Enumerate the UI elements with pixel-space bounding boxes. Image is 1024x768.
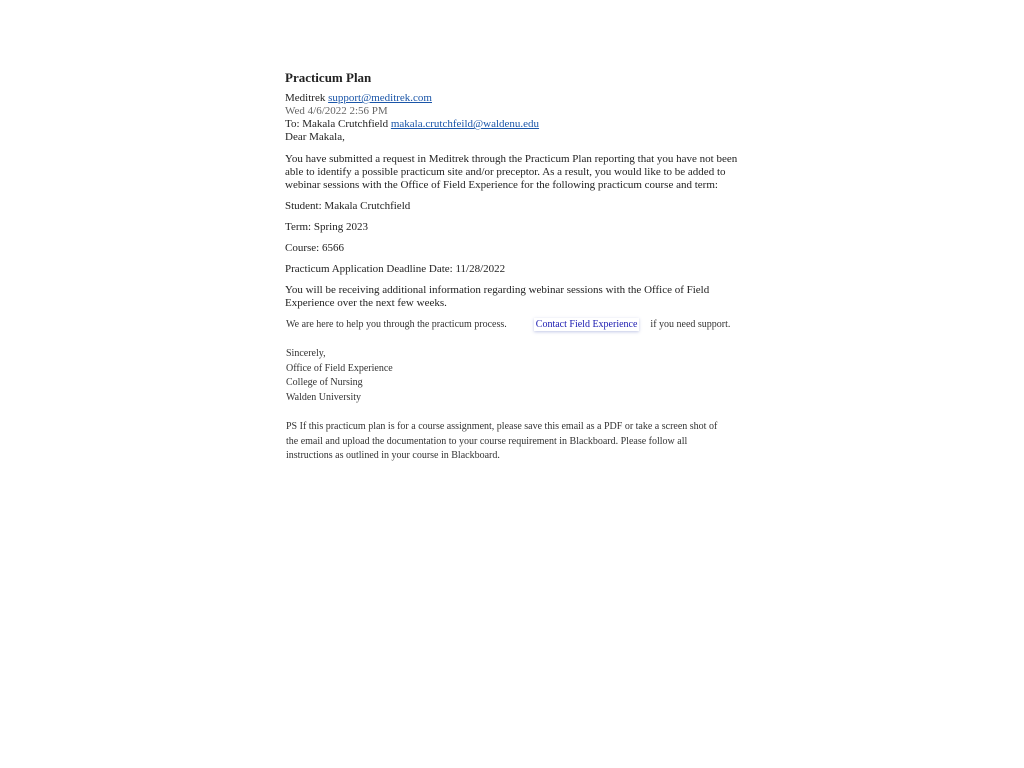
sender-email-link[interactable]: support@meditrek.com bbox=[328, 92, 432, 104]
recipient-name: Makala Crutchfield bbox=[302, 118, 389, 130]
email-body bbox=[285, 70, 745, 464]
email-subject: Practicum Plan bbox=[285, 70, 372, 85]
contact-field-experience-button[interactable]: Contact Field Experience bbox=[535, 319, 638, 330]
intro-paragraph: You have submitted a request in Meditrek through the Practicum Plan reporting that you have not been able to identify a possible practicum site and/or preceptor. As a result, you would like to be added to webinar sessions with the Office of Field Experience for the following practicum course and term: bbox=[285, 153, 738, 191]
term-line: Term: Spring 2023 bbox=[285, 221, 368, 233]
help-text: We are here to help you through the practicum process. bbox=[286, 319, 507, 330]
course-line: Course: 6566 bbox=[285, 242, 344, 254]
signature-block bbox=[286, 347, 745, 405]
email-date: Wed 4/6/2022 2:56 PM bbox=[285, 105, 388, 117]
followup-paragraph: You will be receiving additional information regarding webinar sessions with the Office of Field Experience over the next few weeks. bbox=[285, 284, 710, 309]
to-prefix: To: bbox=[285, 118, 300, 130]
sender-name: Meditrek bbox=[285, 92, 326, 104]
support-text: if you need support. bbox=[650, 319, 731, 330]
student-line: Student: Makala Crutchfield bbox=[285, 200, 411, 212]
signature-college: College of Nursing bbox=[286, 377, 363, 388]
signature-office: Office of Field Experience bbox=[286, 362, 393, 374]
help-row bbox=[286, 318, 745, 331]
deadline-line: Practicum Application Deadline Date: 11/28/2022 bbox=[285, 263, 506, 275]
ps-paragraph: PS If this practicum plan is for a course assignment, please save this email as a PDF or take a screen shot of the email and upload the documentation to your course requirement in Blackboard. Please follow all instructions as outlined in your course in Blackboard. bbox=[286, 421, 718, 461]
sender-line bbox=[285, 92, 745, 105]
signature-closing: Sincerely, bbox=[286, 348, 326, 359]
signature-university: Walden University bbox=[286, 391, 362, 403]
greeting: Dear Makala, bbox=[285, 131, 345, 143]
recipient-line bbox=[285, 118, 745, 131]
recipient-email-link[interactable]: makala.crutchfeild@waldenu.edu bbox=[390, 118, 540, 130]
